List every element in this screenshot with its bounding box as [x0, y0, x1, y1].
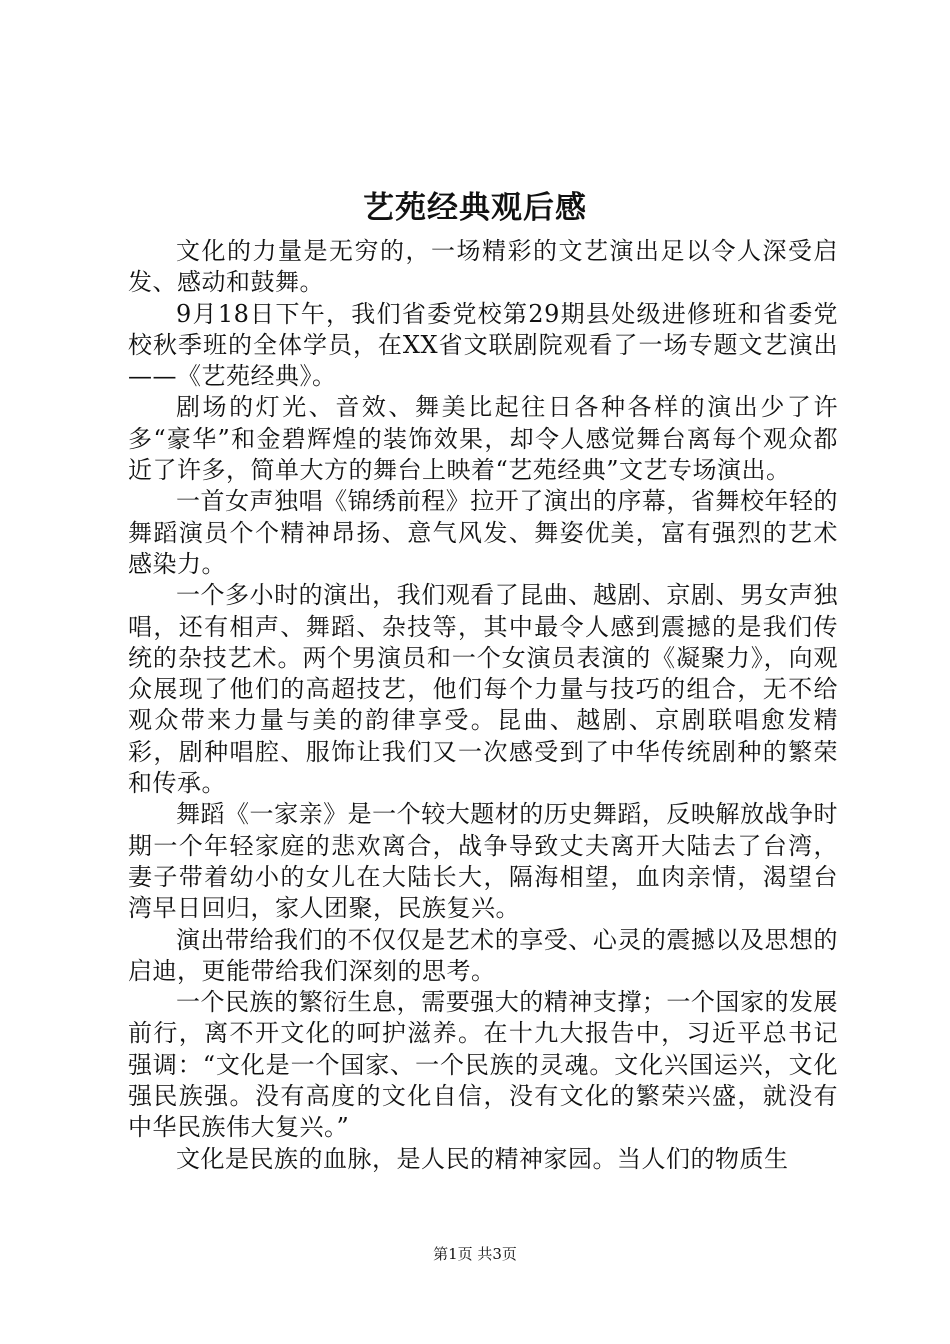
document-body [128, 236, 838, 1175]
paragraph: 剧场的灯光、音效、舞美比起往日各种各样的演出少了许多“豪华”和金碧辉煌的装饰效果，却令人感觉舞台离每个观众都近了许多，简单大方的舞台上映着“艺苑经典”文艺专场演出。 [128, 393, 838, 485]
paragraph: 文化是民族的血脉，是人民的精神家园。当人们的物质生 [176, 1144, 789, 1173]
paragraph: 文化的力量是无穷的，一场精彩的文艺演出足以令人深受启发、感动和鼓舞。 [128, 237, 838, 297]
paragraph: 一个民族的繁衍生息，需要强大的精神支撑；一个国家的发展前行，离不开文化的呵护滋养。在十九大报告中，习近平总书记强调：“文化是一个国家、一个民族的灵魂。文化兴国运兴，文化强民族强。没有高度的文化自信，没有文化的繁荣兴盛，就没有中华民族伟大复兴。” [128, 988, 838, 1142]
paragraph: 一个多小时的演出，我们观看了昆曲、越剧、京剧、男女声独唱，还有相声、舞蹈、杂技等，其中最令人感到震撼的是我们传统的杂技艺术。两个男演员和一个女演员表演的《凝聚力》，向观众展现了他们的高超技艺，他们每个力量与技巧的组合，无不给观众带来力量与美的韵律享受。昆曲、越剧、京剧联唱愈发精彩，剧种唱腔、服饰让我们又一次感受到了中华传统剧种的繁荣和传承。 [128, 581, 838, 798]
paragraph: 演出带给我们的不仅仅是艺术的享受、心灵的震撼以及思想的启迪，更能带给我们深刻的思考。 [128, 925, 838, 985]
document-title: 艺苑经典观后感 [363, 190, 587, 226]
page-footer: 第1页 共3页 [433, 1245, 517, 1263]
paragraph: 一首女声独唱《锦绣前程》拉开了演出的序幕，省舞校年轻的舞蹈演员个个精神昂扬、意气风发、舞姿优美，富有强烈的艺术感染力。 [128, 487, 838, 578]
paragraph: 舞蹈《一家亲》是一个较大题材的历史舞蹈，反映解放战争时期一个年轻家庭的悲欢离合，战争导致丈夫离开大陆去了台湾，妻子带着幼小的女儿在大陆长大，隔海相望，血肉亲情，渴望台湾早日回归，家人团聚，民族复兴。 [128, 800, 838, 923]
paragraph: 9月18日下午，我们省委党校第29期县处级进修班和省委党校秋季班的全体学员，在XX省文联剧院观看了一场专题文艺演出——《艺苑经典》。 [128, 299, 838, 391]
